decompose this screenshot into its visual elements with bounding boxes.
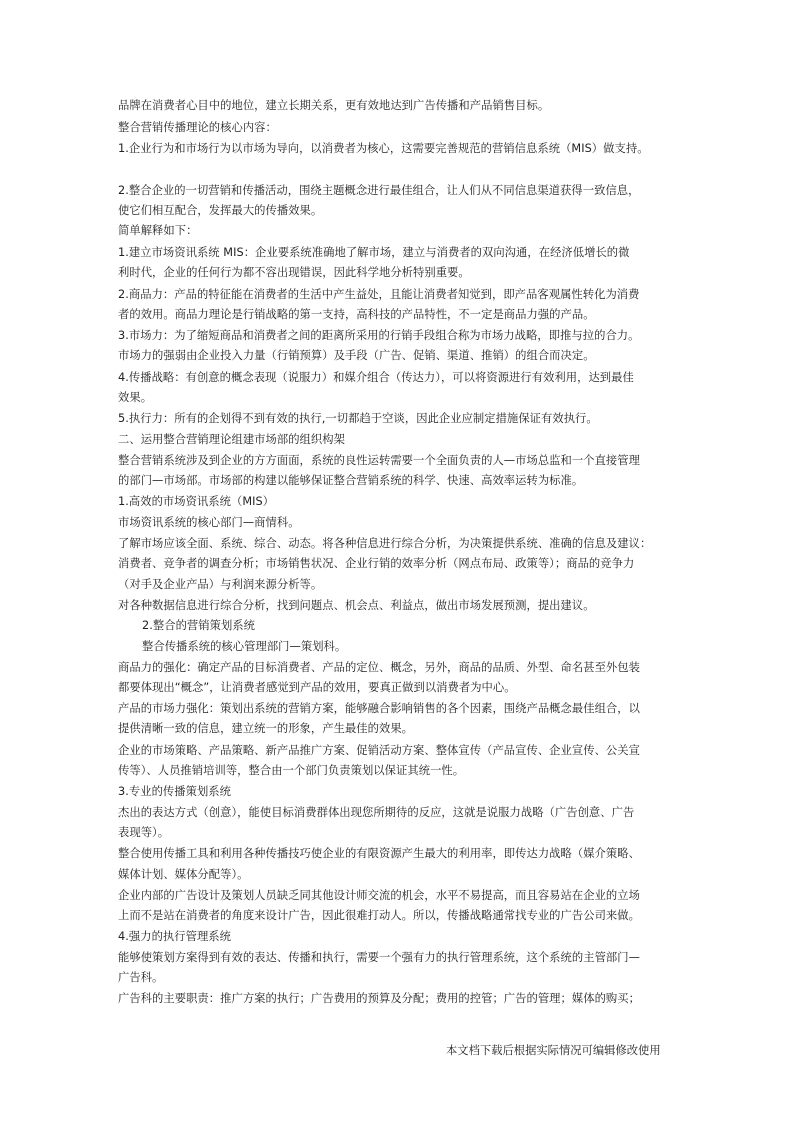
- text-line: 整合营销系统涉及到企业的方方面面，系统的良性运转需要一个全面负责的人—市场总监和一个直接管理: [118, 454, 640, 467]
- text-line: 广告科。: [118, 971, 164, 984]
- text-line: 上而不是站在消费者的角度来设计广告，因此很难打动人。所以，传播战略通常找专业的广告公司来做。: [118, 909, 640, 922]
- text-line: 简单解释如下：: [118, 224, 198, 237]
- text-line: 2.整合企业的一切营销和传播活动，围绕主题概念进行最佳组合，让人们从不同信息渠道获得一致信息，: [118, 184, 640, 197]
- text-line: 整合使用传播工具和利用各种传播技巧使企业的有限资源产生最大的利用率，即传达力战略（媒介策略、: [118, 847, 640, 860]
- text-line: 能够使策划方案得到有效的表达、传播和执行，需要一个强有力的执行管理系统，这个系统的主管部门—: [118, 951, 640, 964]
- text-line: 产品的市场力强化：策划出系统的营销方案，能够融合影响销售的各个因素，围绕产品概念最佳组合，以: [118, 702, 640, 715]
- text-line: 消费者、竞争者的调查分析；市场销售状况、企业行销的效率分析（网点布局、政策等）；商品的竞争力: [118, 557, 635, 570]
- subsection-heading: 4.强力的执行管理系统: [118, 930, 232, 943]
- text-line: 4.传播战略：有创意的概念表现（说服力）和媒介组合（传达力），可以将资源进行有效利用，达到最佳: [118, 371, 634, 384]
- text-line: 了解市场应该全面、系统、综合、动态。将各种信息进行综合分析，为决策提供系统、准确的信息及建议：: [118, 537, 652, 550]
- text-line: 3.市场力：为了缩短商品和消费者之间的距离所采用的行销手段组合称为市场力战略，即推与拉的合力。: [118, 329, 640, 342]
- text-line: 者的效用。商品力理论是行销战略的第一支持，高科技的产品特性，不一定是商品力强的产品。: [118, 308, 595, 321]
- footer-note: 本文档下载后根据实际情况可编辑修改使用: [446, 1044, 661, 1057]
- section-heading: 二、运用整合营销理论组建市场部的组织构架: [118, 433, 345, 446]
- text-line: 杰出的表达方式（创意），能使目标消费群体出现您所期待的反应，这就是说服力战略（广告创意、广告: [118, 806, 635, 819]
- text-line: 企业的市场策略、产品策略、新产品推广方案、促销活动方案、整体宣传（产品宣传、企业宣传、公关宣: [118, 744, 640, 757]
- text-line: 的部门—市场部。市场部的构建以能够保证整合营销系统的科学、快速、高效率运转为标准。: [118, 474, 584, 487]
- text-line: 市场力的强弱由企业投入力量（行销预算）及手段（广告、促销、渠道、推销）的组合而决定。: [118, 349, 595, 362]
- text-line: 整合传播系统的核心管理部门—策划科。: [142, 640, 347, 653]
- text-line: 广告科的主要职责：推广方案的执行；广告费用的预算及分配；费用的控管；广告的管理；媒体的购买；: [118, 992, 640, 1005]
- text-line: 使它们相互配合，发挥最大的传播效果。: [118, 204, 323, 217]
- text-line: 媒体计划、媒体分配等）。: [118, 868, 249, 881]
- text-line: 品牌在消费者心目中的地位，建立长期关系，更有效地达到广告传播和产品销售目标。: [118, 99, 550, 112]
- subsection-heading: 2.整合的营销策划系统: [142, 619, 256, 632]
- subsection-heading: 1.高效的市场资讯系统（MIS）: [118, 495, 275, 508]
- text-line: 表现等）。: [118, 826, 170, 839]
- text-line: 2.商品力：产品的特征能在消费者的生活中产生益处，且能让消费者知觉到，即产品客观属性转化为消费: [118, 288, 640, 301]
- text-line: 利时代，企业的任何行为都不容出现错误，因此科学地分析特别重要。: [118, 266, 470, 279]
- text-line: （对手及企业产品）与利润来源分析等。: [118, 578, 323, 591]
- text-line: 1.建立市场资讯系统 MIS：企业要系统准确地了解市场，建立与消费者的双向沟通，在经济低增长的微: [118, 246, 630, 259]
- text-line: 都要体现出“概念”，让消费者感觉到产品的效用，要真正做到以消费者为中心。: [118, 681, 516, 694]
- text-line: 效果。: [118, 391, 153, 404]
- subsection-heading: 3.专业的传播策划系统: [118, 785, 232, 798]
- text-line: 企业内部的广告设计及策划人员缺乏同其他设计师交流的机会，水平不易提高，而且容易站在企业的立场: [118, 889, 640, 902]
- text-line: 市场资讯系统的核心部门—商情科。: [118, 516, 300, 529]
- text-line: 1.企业行为和市场行为以市场为导向，以消费者为核心，这需要完善规范的营销信息系统（MIS）做支持。: [118, 142, 649, 155]
- text-line: 提供清晰一致的信息，建立统一的形象，产生最佳的效果。: [118, 722, 414, 735]
- text-line: 5.执行力：所有的企划得不到有效的执行,一切都趋于空谈，因此企业应制定措施保证有效执行。: [118, 412, 598, 425]
- text-line: 商品力的强化：确定产品的目标消费者、产品的定位、概念，另外，商品的品质、外型、命名甚至外包装: [118, 661, 640, 674]
- text-line: 传等）、人员推销培训等，整合由一个部门负责策划以保证其统一性。: [118, 764, 465, 777]
- text-line: 对各种数据信息进行综合分析，找到问题点、机会点、利益点，做出市场发展预测，提出建议。: [118, 599, 595, 612]
- text-line: 整合营销传播理论的核心内容：: [118, 121, 277, 134]
